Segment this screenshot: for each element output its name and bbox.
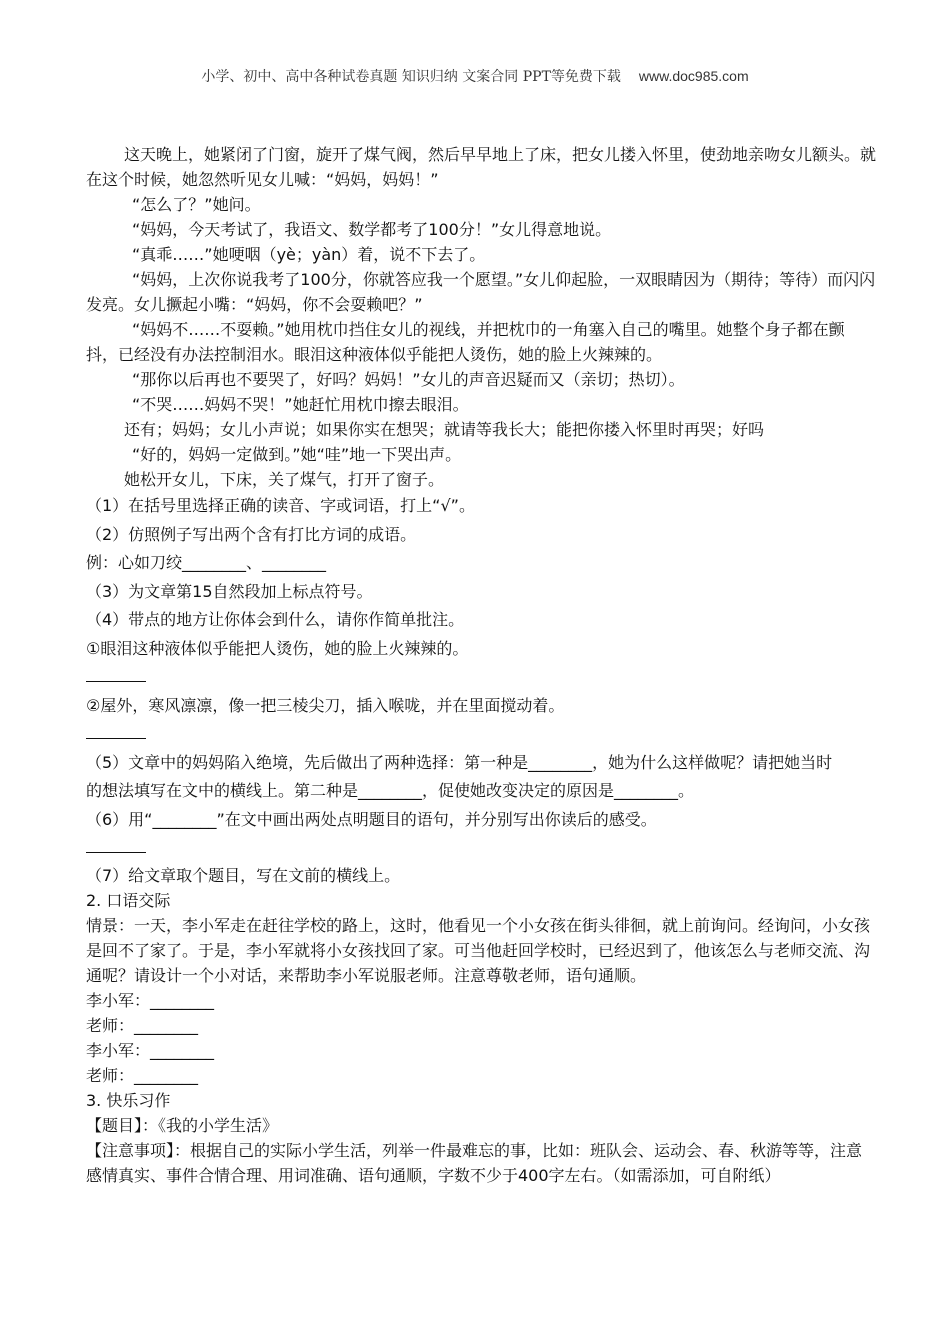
- question-4: （4）带点的地方让你体会到什么，请你作简单批注。: [86, 610, 465, 629]
- dialog-line: 老师：________: [86, 1015, 199, 1035]
- question-3: （3）为文章第15自然段加上标点符号。: [86, 581, 373, 601]
- answer-line[interactable]: [86, 663, 876, 692]
- question-7: （7）给文章取个题目，写在文前的横线上。: [86, 865, 401, 885]
- section-2-title: 2. 口语交际: [86, 890, 171, 910]
- section-3-notes: 【注意事项】：根据自己的实际小学生活，列举一件最难忘的事，比如：班队会、运动会、春、秋游等等，注意感情真实、事件合情合理、用词准确、语句通顺，字数不少于400字左右。（如需添加，可自附纸）: [86, 1140, 863, 1185]
- section-3-title: 3. 快乐习作: [86, 1090, 171, 1110]
- answer-line[interactable]: [86, 834, 876, 863]
- section-2-scenario: 情景：一天，李小军走在赶往学校的路上，这时，他看见一个小女孩在街头徘徊，就上前询问。经询问，小女孩是回不了家了。于是，李小军就将小女孩找回了家。可当他赶回学校时，已经迟到了，他该怎么与老师交流、沟通呢？请设计一个小对话，来帮助李小军说服老师。注意尊敬老师，语句通顺。: [86, 915, 871, 985]
- document-body: [86, 142, 876, 1188]
- question-5-line-1: （5）文章中的妈妈陷入绝境，先后做出了两种选择：第一种是________，她为什么这样做呢？请把她当时: [86, 752, 833, 772]
- story-paragraph-15: 还有；妈妈；女儿小声说；如果你实在想哭；就请等我长大；能把你搂入怀里时再哭；好吗: [124, 420, 765, 439]
- dialog-line: 老师：________: [86, 1065, 199, 1085]
- question-1: （1）在括号里选择正确的读音、字或词语，打上“√”。: [86, 496, 475, 515]
- story-paragraph: “怎么了？”她问。: [132, 195, 261, 214]
- section-3-topic: 【题目】：《我的小学生活》: [86, 1115, 279, 1135]
- story-paragraph: “那你以后再也不要哭了，好吗？妈妈！”女儿的声音迟疑而又（亲切；热切）。: [132, 370, 685, 389]
- page-header: [0, 66, 950, 86]
- dialog-line: 李小军：________: [86, 990, 215, 1010]
- dialog-line: 李小军：________: [86, 1040, 215, 1060]
- story-paragraph: “真乖……”她哽咽（yè；yàn）着，说不下去了。: [132, 245, 486, 264]
- story-paragraph: 她松开女儿，下床，关了煤气，打开了窗子。: [124, 470, 445, 489]
- header-url[interactable]: www.doc985.com: [638, 68, 749, 84]
- question-2: （2）仿照例子写出两个含有打比方词的成语。: [86, 524, 417, 544]
- question-4-item-1: ①眼泪这种液体似乎能把人烫伤，她的脸上火辣辣的。: [86, 638, 469, 658]
- header-text: 小学、初中、高中各种试卷真题 知识归纳 文案合同 PPT等免费下载: [201, 69, 621, 85]
- story-paragraph: “妈妈不……不耍赖。”她用枕巾挡住女儿的视线，并把枕巾的一角塞入自己的嘴里。她整个身子都在颤抖，已经没有办法控制泪水。眼泪这种液体似乎能把人烫伤，她的脸上火辣辣的。: [86, 320, 845, 364]
- question-2-example: 例：心如刀绞________、________: [86, 553, 327, 572]
- question-6: （6）用“________”在文中画出两处点明题目的语句，并分别写出你读后的感受。: [86, 809, 657, 829]
- story-paragraph: 这天晚上，她紧闭了门窗，旋开了煤气阀，然后早早地上了床，把女儿搂入怀里，使劲地亲吻女儿额头。就在这个时候，她忽然听见女儿喊：“妈妈，妈妈！”: [86, 145, 877, 189]
- story-paragraph: “好的，妈妈一定做到。”她“哇”地一下哭出声。: [132, 445, 462, 464]
- story-paragraph: “不哭……妈妈不哭！”她赶忙用枕巾擦去眼泪。: [132, 395, 469, 414]
- answer-line[interactable]: [86, 720, 876, 749]
- question-5-line-2: 的想法填写在文中的横线上。第二种是________，促使她改变决定的原因是________。: [86, 781, 695, 800]
- question-4-item-2: ②屋外，寒风凛凛，像一把三棱尖刀，插入喉咙，并在里面搅动着。: [86, 695, 565, 715]
- story-paragraph: “妈妈，今天考试了，我语文、数学都考了100分！”女儿得意地说。: [132, 220, 612, 239]
- story-paragraph: “妈妈，上次你说我考了100分，你就答应我一个愿望。”女儿仰起脸，一双眼睛因为（期待；等待）而闪闪发亮。女儿撅起小嘴：“妈妈，你不会耍赖吧？”: [86, 270, 876, 314]
